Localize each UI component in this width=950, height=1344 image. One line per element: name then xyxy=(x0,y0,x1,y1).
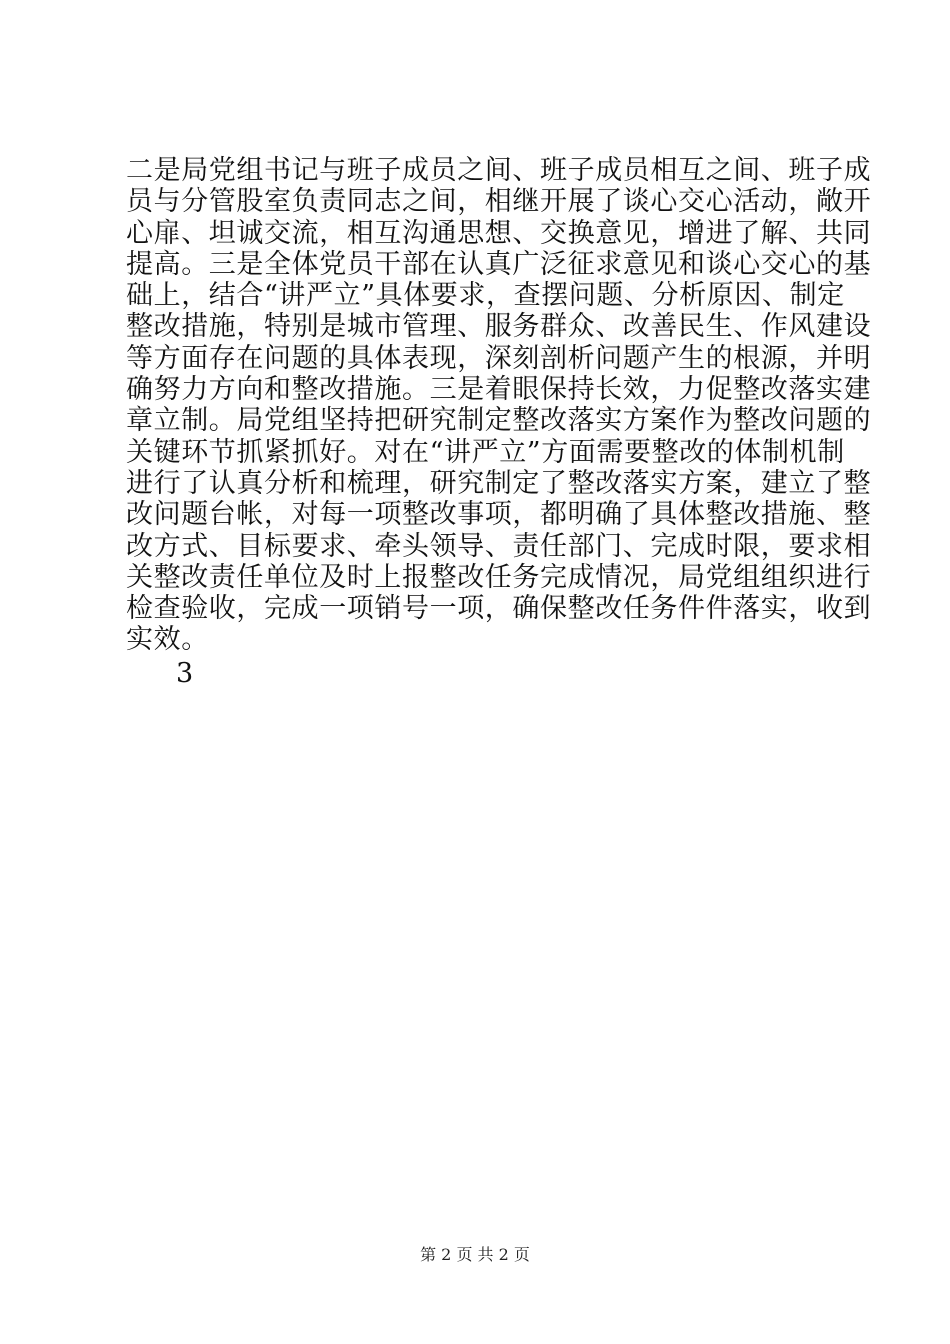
text-line: 整改措施，特别是城市管理、服务群众、改善民生、作风建设 xyxy=(126,311,872,343)
text-line: 关键环节抓紧抓好。对在“讲严立”方面需要整改的体制机制 xyxy=(126,436,845,468)
text-line: 改方式、目标要求、牵头领导、责任部门、完成时限，要求相 xyxy=(126,530,872,562)
text-line: 章立制。局党组坚持把研究制定整改落实方案作为整改问题的 xyxy=(126,405,872,437)
text-line: 进行了认真分析和梳理，研究制定了整改落实方案，建立了整 xyxy=(126,467,872,499)
text-line: 实效。 xyxy=(126,624,209,656)
text-line: 二是局党组书记与班子成员之间、班子成员相互之间、班子成 xyxy=(126,155,872,186)
text-line: 确努力方向和整改措施。三是着眼保持长效，力促整改落实建 xyxy=(126,374,872,406)
text-line: 础上，结合“讲严立”具体要求，查摆问题、分析原因、制定 xyxy=(126,280,845,312)
page-footer: 第 2 页 共 2 页 xyxy=(420,1245,530,1264)
text-line: 检查验收，完成一项销号一项，确保整改任务件件落实，收到 xyxy=(126,593,872,625)
text-line: 提高。三是全体党员干部在认真广泛征求意见和谈心交心的基 xyxy=(126,248,872,280)
text-line: 改问题台帐，对每一项整改事项，都明确了具体整改措施、整 xyxy=(126,499,872,531)
text-line: 员与分管股室负责同志之间，相继开展了谈心交心活动，敞开 xyxy=(126,186,872,218)
text-line: 心扉、坦诚交流，相互沟通思想、交换意见，增进了解、共同 xyxy=(126,217,872,249)
inline-page-number: 3 xyxy=(176,657,194,689)
body-text xyxy=(126,155,872,689)
text-line: 关整改责任单位及时上报整改任务完成情况，局党组组织进行 xyxy=(126,561,872,593)
text-line: 等方面存在问题的具体表现，深刻剖析问题产生的根源，并明 xyxy=(126,342,872,374)
